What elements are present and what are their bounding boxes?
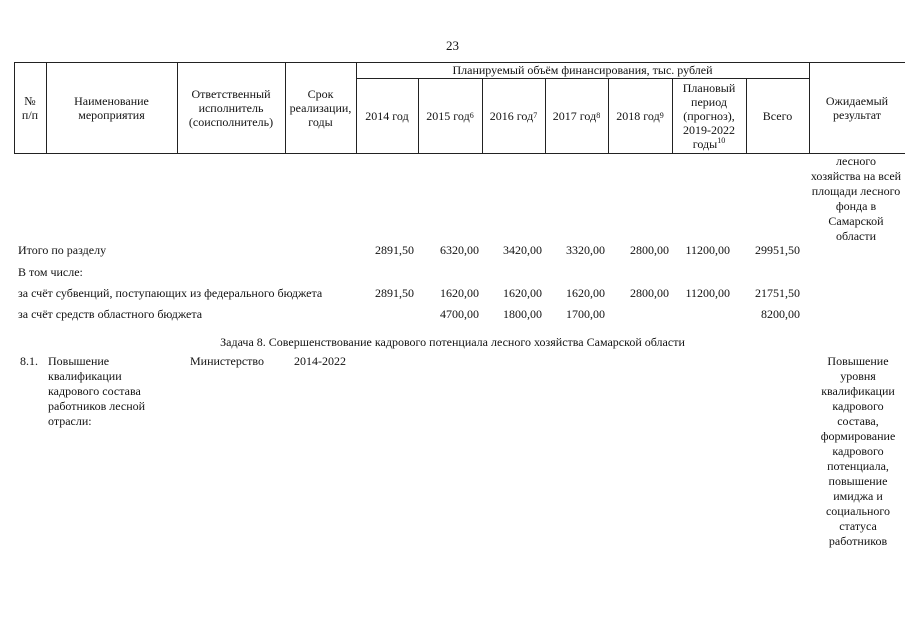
header-year-2015: 2015 год 6: [426, 109, 474, 123]
summary-row-value: 2891,50: [375, 286, 414, 300]
header-financing-group: Планируемый объём финансирования, тыс. рублей: [452, 63, 713, 77]
summary-row-value: 1700,00: [566, 307, 605, 321]
summary-row-value: 6320,00: [440, 243, 479, 257]
summary-row-value: 4700,00: [440, 307, 479, 321]
summary-row-label: Итого по разделу: [18, 243, 107, 257]
header-year-2017: 2017 год 8: [552, 109, 601, 123]
header-result: Ожидаемый результат: [825, 94, 889, 122]
continued-result: лесного хозяйства на всей площади лесного фонда в Самарской области: [810, 154, 902, 243]
summary-row-value: 29951,50: [755, 243, 800, 257]
summary-row-value: 1620,00: [440, 286, 479, 300]
header-total: Всего: [762, 109, 793, 123]
summary-row-value: 2800,00: [630, 286, 669, 300]
summary-row-value: 1620,00: [566, 286, 605, 300]
summary-row-label: за счёт средств областного бюджета: [18, 307, 203, 321]
summary-row-label: В том числе:: [18, 265, 83, 279]
header-col-name: Наименование мероприятия: [74, 94, 149, 122]
summary-row-value: 3320,00: [566, 243, 605, 257]
summary-row-label: за счёт субвенций, поступающих из федерального бюджета: [18, 286, 323, 300]
summary-row-value: 21751,50: [755, 286, 800, 300]
task-heading: Задача 8. Совершенствование кадрового потенциала лесного хозяйства Самарской области: [220, 335, 685, 349]
summary-row-value: 2891,50: [375, 243, 414, 257]
header-year-2014: 2014 год: [365, 109, 409, 123]
summary-row-value: 11200,00: [685, 243, 730, 257]
summary-row-value: 1620,00: [503, 286, 542, 300]
header-plan-period: Плановый период (прогноз), 2019-2022 годы$^{10}$: [682, 81, 736, 151]
summary-row-value: 8200,00: [761, 307, 800, 321]
item-number: 8.1.: [20, 354, 38, 368]
summary-row-value: 1800,00: [503, 307, 542, 321]
summary-row-value: 11200,00: [685, 286, 730, 300]
page-number: 23: [446, 38, 459, 53]
header-col-no: № п/п: [21, 94, 39, 122]
item-name: Повышение квалификации кадрового состава работников лесной отрасли:: [48, 354, 146, 428]
header-col-responsible: Ответственный исполнитель (соисполнитель): [188, 87, 274, 129]
summary-row-value: 2800,00: [630, 243, 669, 257]
item-result: Повышение уровня квалификации кадрового состава, формирование кадрового потенциала, повышение имиджа и социального статуса работников: [820, 354, 896, 548]
header-year-2018: 2018 год 9: [616, 109, 664, 123]
header-year-2016: 2016 год 7: [489, 109, 538, 123]
item-responsible: Министерство: [190, 354, 264, 368]
header-col-term: Срок реализации, годы: [289, 87, 352, 129]
item-term: 2014-2022: [294, 354, 346, 368]
summary-row-value: 3420,00: [503, 243, 542, 257]
